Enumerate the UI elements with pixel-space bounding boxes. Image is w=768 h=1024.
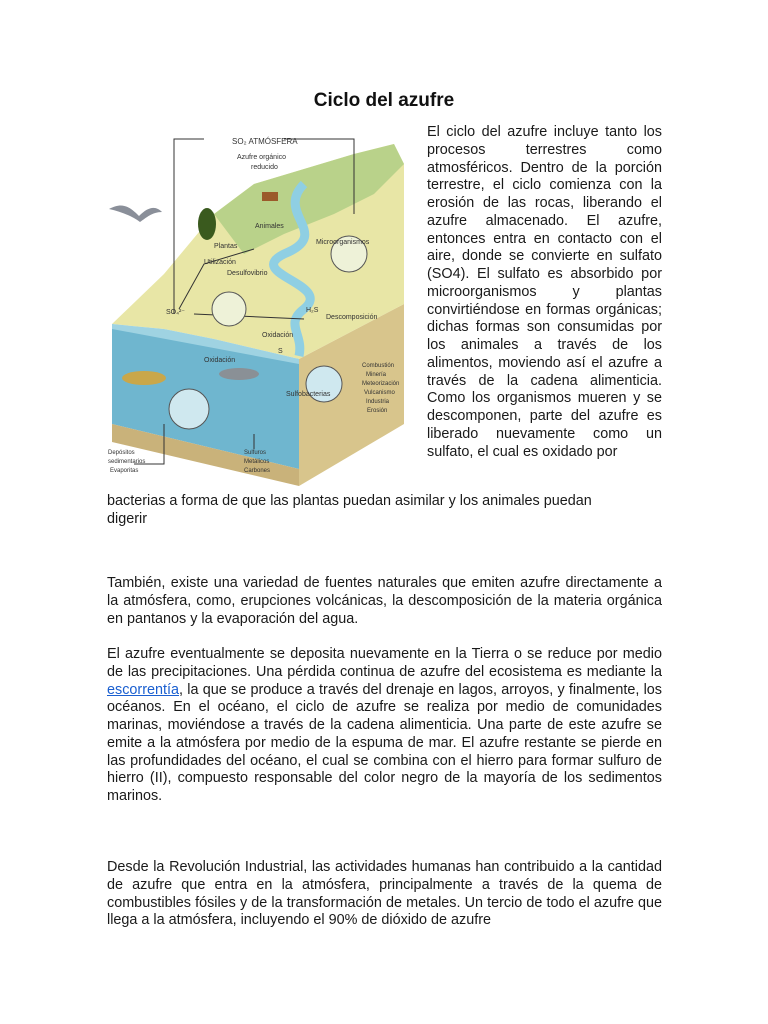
label-combustion: Combustión [362,363,395,369]
paragraph-1-side [427,124,662,461]
fish-icon [122,371,166,385]
page-title: Ciclo del azufre [313,90,455,111]
label-vulcanismo: Vulcanismo [364,390,395,396]
fish-icon [219,368,259,380]
seagull-icon [109,205,162,222]
paragraph-3 [107,646,662,806]
label-evaporitas: Evaporitas [110,468,139,474]
label-plantas: Plantas [214,243,238,250]
label-desulfovibrio: Desulfovibrio [227,270,268,277]
label-descomposicion: Descomposición [326,314,378,321]
label-reducido: reducido [251,164,278,171]
label-azufre-organico: Azufre orgánico [237,154,287,161]
label-sedimentarios: sedimentarios [108,459,146,465]
label-erosion: Erosión [367,408,388,414]
paragraph-1-continuation [107,493,662,529]
sulfur-cycle-diagram [104,124,404,494]
label-sulfuros: Sulfuros [244,450,267,456]
paragraph-2: También, existe una variedad de fuentes naturales que emiten azufre directamente a la atmósfera, como, erupciones volcánicas, la descomposición de la materia orgánica en pantanos y la evaporación del agua. [107,575,662,627]
label-carbones: Carbones [244,468,271,474]
label-animales: Animales [255,223,284,230]
escorrentia-link[interactable]: escorrentía [107,681,179,698]
paragraph-1-last-line: digerir [107,510,147,527]
paragraph-4: Desde la Revolución Industrial, las actividades humanas han contribuido a la cantidad de azufre que entra en la atmósfera, principalmente a través de la quema de combustibles fósiles y de la transformación de metales. Un tercio de todo el azufre que llega a la atmósfera, incluyendo el 90% de dióxido de azufre [107,859,662,929]
paragraph-3-after-link: , la que se produce a través del drenaje en lagos, arroyos, y finalmente, los océanos. En el océano, el ciclo de azufre se realiza por medio de comunidades marinas, moviéndose a través de la cadena alimenticia. Una parte de este azufre se emite a la atmósfera por medio de la espuma de mar. El azufre restante se pierde en las profundidades del océano, el cual se combina con el hierro para formar sulfuro de hierro (II), compuesto responsable del color negro de la mayoría de los sedimentos marinos. [107,681,662,804]
paragraph-3-before-link: El azufre eventualmente se deposita nuevamente en la Tierra o se reduce por medio de las precipitaciones. Una pérdida continua de azufre del ecosistema es mediante la [107,646,662,680]
plant-icon [198,208,216,240]
label-depositos: Depósitos [108,450,135,456]
label-sulfobacterias: Sulfobacterias [286,391,331,398]
label-meteorizacion: Meteorización [362,381,400,387]
paragraph-1-side-text: El ciclo del azufre incluye tanto los procesos terrestres como atmosféricos. Dentro de la porción terrestre, el ciclo comienza con la erosión de las rocas, liberando el azufre almacenado. El azufre, entonces entra en contacto con el aire, donde se convierte en sulfato (SO4). El sulfato es absorbido por microorganismos y plantas convirtiéndose en formas orgánicas; dichas formas son consumidas por los animales a través de los alimentos, moviendo así el azufre a través de la cadena alimenticia. Como los organismos mueren y se descomponen, parte del azufre es liberado nuevamente como un sulfato, el cual es oxidado por [427,124,662,460]
microorganism-zoom [212,292,246,326]
microorganism-zoom [169,389,209,429]
label-h2s: H₂S [306,307,319,314]
deer-icon [262,192,278,201]
label-oxidacion-2: Oxidación [204,357,236,364]
label-microorganismos: Microorganismos [316,239,370,246]
label-metalicos: Metálicos [244,459,270,465]
label-industria: Industria [366,399,390,405]
label-atmosfera: SO₂ ATMÓSFERA [232,137,298,146]
label-mineria: Minería [366,372,387,378]
label-oxidacion-1: Oxidación [262,332,294,339]
label-s: S [278,348,283,355]
label-so4: SO₄²⁻ [166,309,185,316]
label-utilizacion: Utilización [204,259,236,266]
paragraph-1-full-line: bacterias a forma de que las plantas puedan asimilar y los animales puedan [107,493,592,509]
